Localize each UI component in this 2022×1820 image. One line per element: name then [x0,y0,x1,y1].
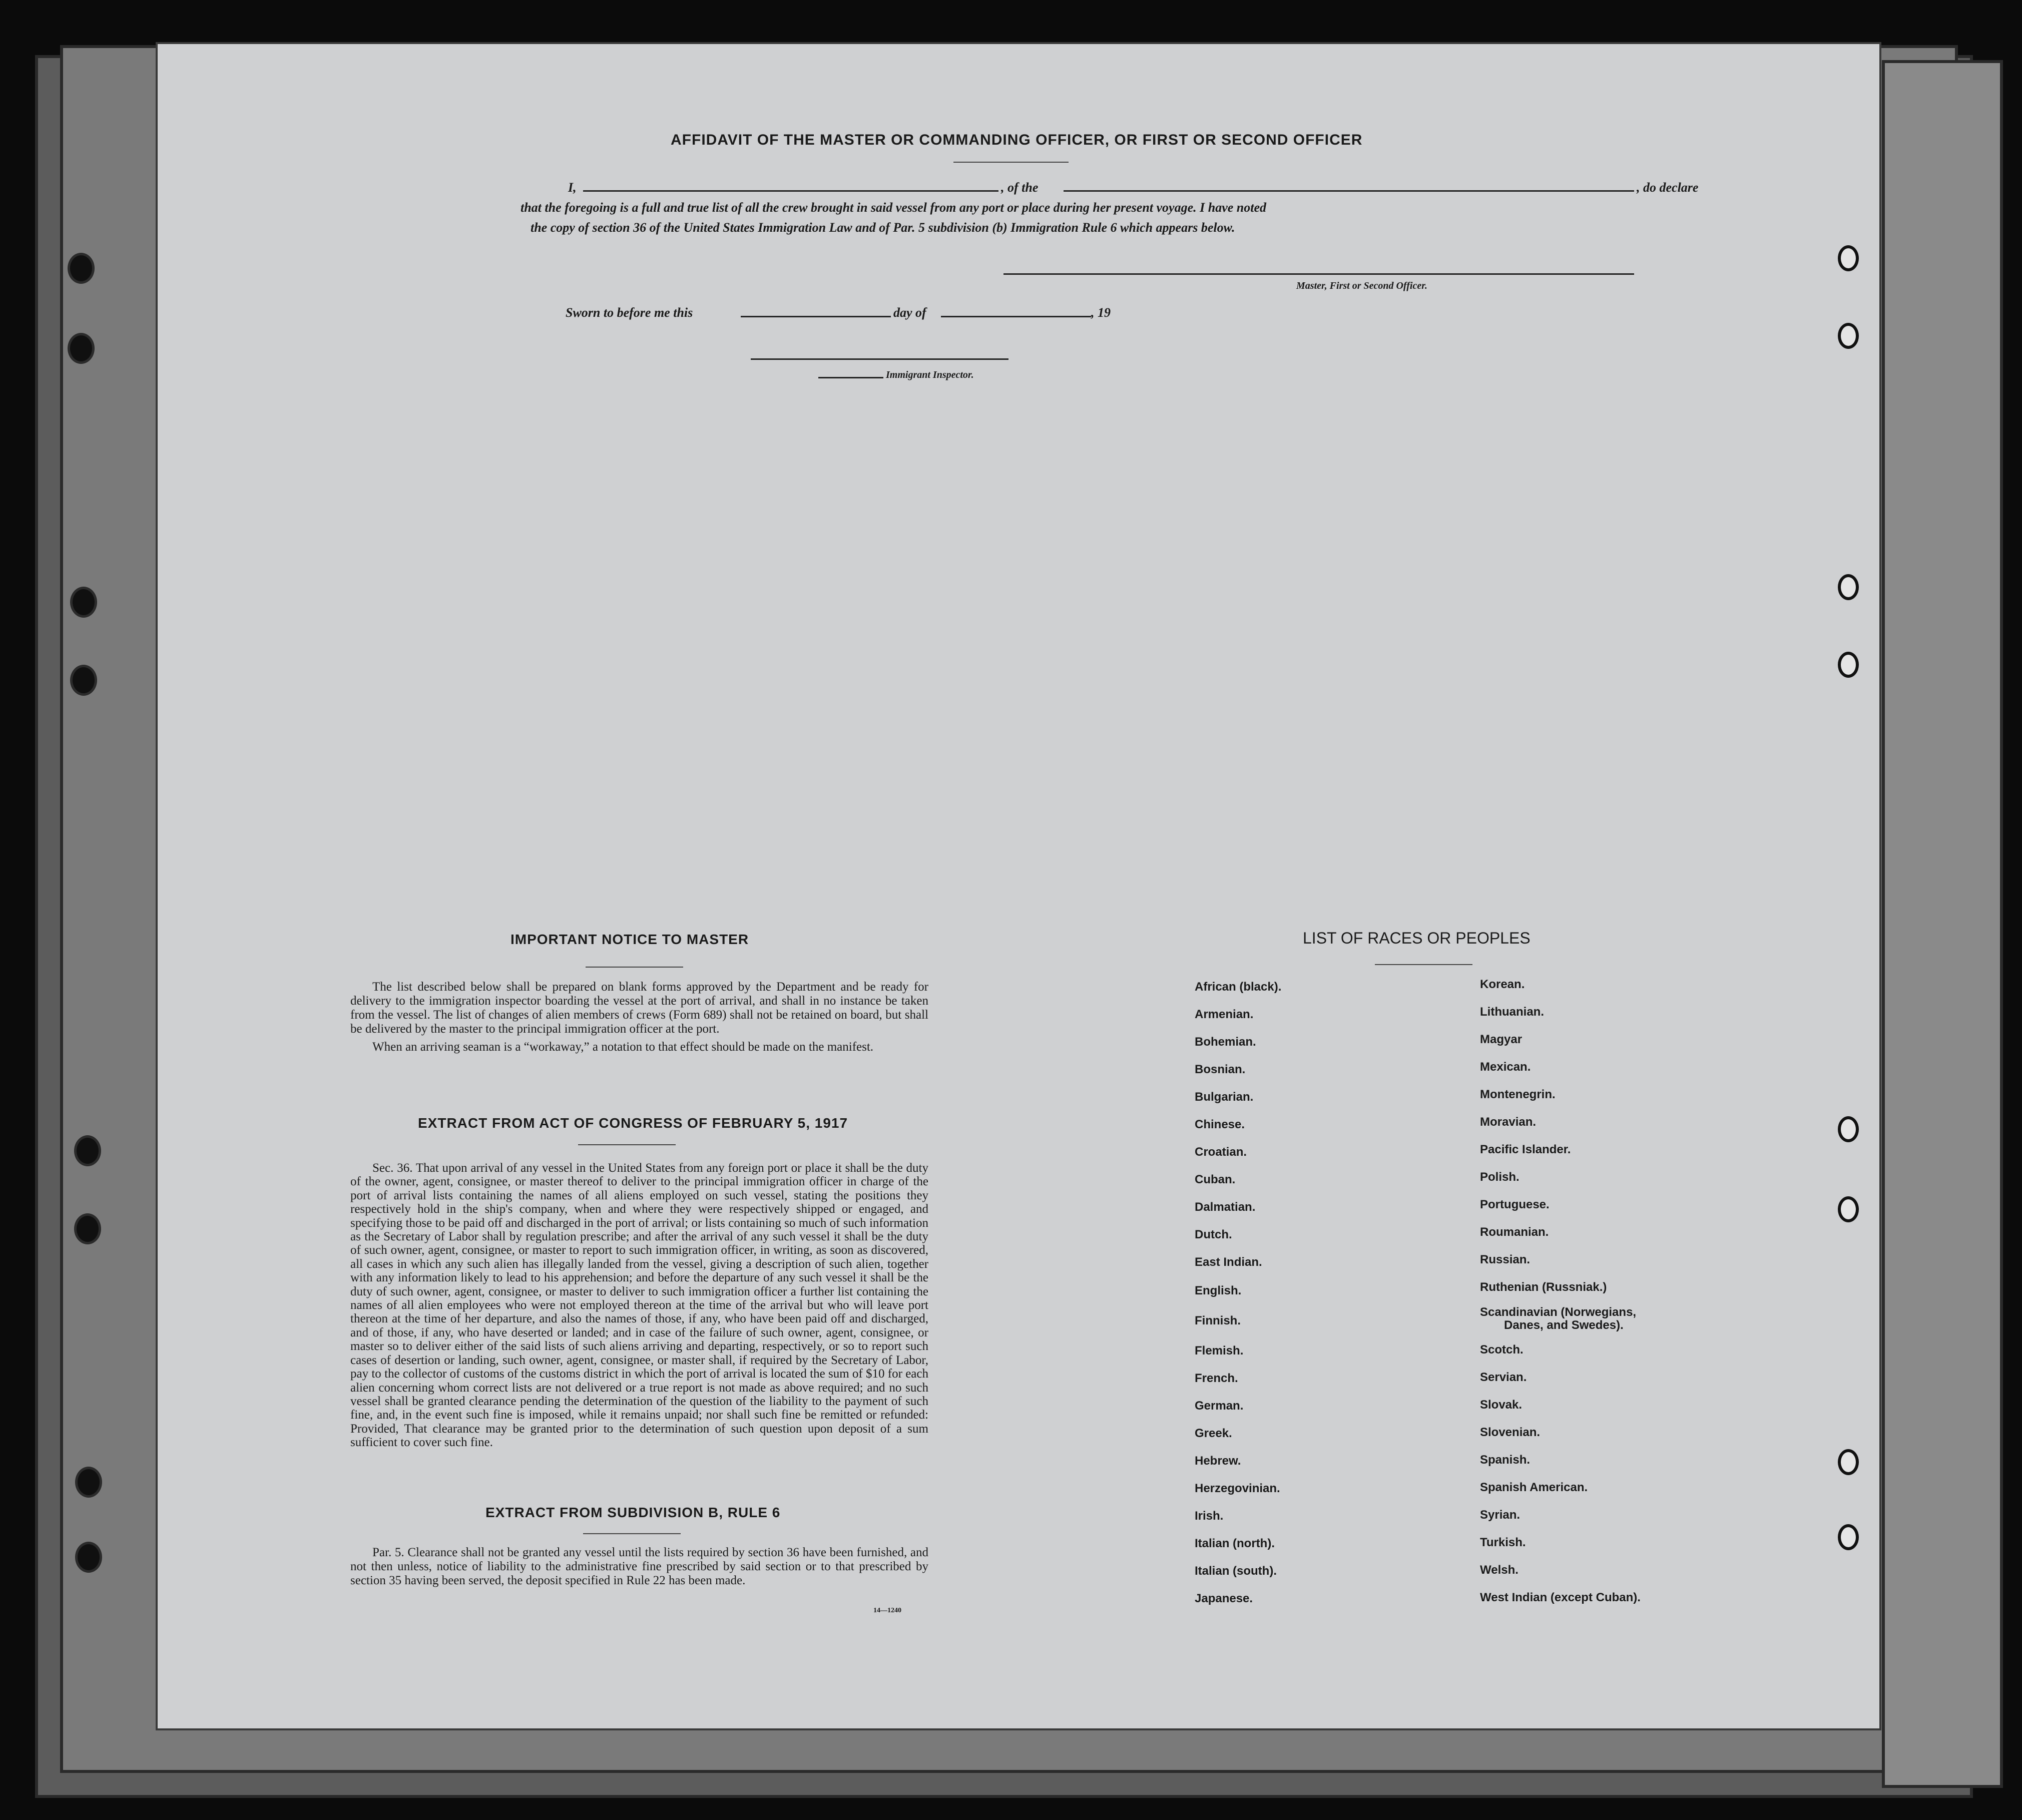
notice-para-1: The list described below shall be prepared on blank forms approved by the Department and be ready for delivery to the immigration inspector boarding the vessel at the port of arrival, and shall in no instance be taken from the vessel. The list of changes of alien members of crews (Form 689) shall not be retained on board, but shall be delivered by the master to the principal immigration officer at the port. [350,980,928,1036]
race-item: Dalmatian. [1195,1200,1256,1214]
race-item: Mexican. [1480,1060,1531,1074]
notice-title: IMPORTANT NOTICE TO MASTER [511,932,749,947]
affidavit-title: AFFIDAVIT OF THE MASTER OR COMMANDING OFFICER, OR FIRST OR SECOND OFFICER [671,132,1363,148]
race-item: Flemish. [1195,1344,1244,1357]
race-item: Herzegovinian. [1195,1482,1280,1495]
race-item: Pacific Islander. [1480,1143,1571,1156]
binder-hole [70,665,97,696]
act-extract-text: Sec. 36. That upon arrival of any vessel in the United States from any foreign port or place it shall be the duty of the owner, agent, consignee, or master thereof to deliver to the principal immigration officer in charge of the port of arrival lists containing the names of all aliens employed on such vessel, stating the positions they respectively hold in the ship's company, when and where they were respectively shipped or engaged, and specifying those to be paid off and discharged in the port of arrival; or lists containing so much of such information as the Secretary of Labor shall by regulation prescribe; and after the arrival of any such vessel it shall be the duty of such owner, agent, consignee, or master to report to such immigration officer, in writing, as soon as discovered, all cases in which any such alien has illegally landed from the vessel, giving a description of such alien, together with any information likely to lead to his apprehension; and before the departure of any such vessel it shall be the duty of such owner, agent, consignee, or master to deliver to such immigration officer a further list containing the names of all alien employees who were not employed thereon at the time of the arrival but who will leave port thereon at the time of her departure, and also the names of those, if any, who have been paid off and discharged, and of those, if any, who have deserted or landed; and in case of the failure of such owner, agent, consignee, or master so to deliver either of the said lists of such aliens arriving and departing, respectively, or so to report such cases of desertion or landing, such owner, agent, consignee, or master shall, if required by the Secretary of Labor, pay to the collector of customs of the customs district in which the port of arrival is located the sum of $10 for each alien concerning whom correct lists are not delivered or a true report is not made as above required; and no such vessel shall be granted clearance pending the determination of the question of the liability to the payment of such fine, and, in the event such fine is imposed, while it remains unpaid; nor shall such fine be remitted or refunded: Provided, That clearance may be granted prior to the determination of such question upon deposit of a sum sufficient to cover such fine. [350,1161,928,1450]
binder-hole [75,1542,102,1573]
race-item: Roumanian. [1480,1225,1549,1239]
race-item: Welsh. [1480,1563,1519,1577]
binder-hole [1838,245,1859,271]
notice-body [350,980,928,1058]
act-extract-body [350,1161,928,1454]
binder-hole [74,1135,101,1166]
race-item: West Indian (except Cuban). [1480,1591,1641,1604]
notice-para-2: When an arriving seaman is a “workaway,” a notation to that effect should be made on the manifest. [372,1040,874,1054]
race-item: Finnish. [1195,1314,1241,1327]
race-item: Polish. [1480,1170,1520,1184]
race-item: Bohemian. [1195,1035,1256,1049]
race-item: African (black). [1195,980,1282,994]
race-item: Armenian. [1195,1008,1254,1021]
race-item: Bosnian. [1195,1063,1246,1076]
vessel-blank [1064,190,1634,192]
races-title: LIST OF RACES OR PEOPLES [1303,929,1531,947]
sworn-prefix: Sworn to before me this [566,305,693,320]
binder-hole [68,253,95,284]
affidavit-declare: , do declare [1637,180,1699,195]
race-item: German. [1195,1399,1244,1413]
race-item: Danes, and Swedes). [1504,1318,1624,1332]
race-item: Spanish. [1480,1453,1531,1467]
race-item: English. [1195,1284,1242,1297]
binder-hole [74,1213,101,1244]
race-item: Korean. [1480,978,1525,991]
race-item: Croatian. [1195,1145,1247,1159]
binder-hole [1838,1449,1859,1475]
binder-hole [1838,574,1859,600]
sworn-year: , 19 [1091,305,1111,320]
act-divider [578,1144,676,1145]
race-item: Moravian. [1480,1115,1537,1129]
binder-hole [1838,323,1859,349]
rule-extract-text: Par. 5. Clearance shall not be granted any vessel until the lists required by section 36 have been furnished, and not then unless, notice of liability to the administrative fine prescribed by said section or to that prescribed by section 35 having been served, the deposit specified in Rule 22 has been made. [350,1546,928,1587]
affidavit-line3: the copy of section 36 of the United States Immigration Law and of Par. 5 subdivision (b) Immigration Rule 6 which appears below. [531,220,1235,235]
race-item: Montenegrin. [1480,1088,1556,1101]
notice-divider [586,967,683,968]
race-item: Bulgarian. [1195,1090,1254,1104]
race-item: East Indian. [1195,1255,1262,1269]
inspector-signature-line [751,358,1008,360]
affidavit-i: I, [568,180,577,195]
races-divider [1375,964,1472,965]
inspector-caption: Immigrant Inspector. [886,369,974,380]
sworn-day-of: day of [893,305,926,320]
race-item: Irish. [1195,1509,1224,1523]
race-item: Scotch. [1480,1343,1524,1356]
race-item: Servian. [1480,1371,1527,1384]
race-item: Syrian. [1480,1508,1521,1522]
document-page [158,44,1879,1728]
binder-hole [1838,1524,1859,1550]
rule-extract-title: EXTRACT FROM SUBDIVISION B, RULE 6 [485,1505,781,1520]
binder-hole [70,587,97,618]
race-item: Japanese. [1195,1592,1253,1605]
race-item: Russian. [1480,1253,1531,1266]
affidavit-of-the: , of the [1001,180,1039,195]
race-item: Hebrew. [1195,1454,1241,1468]
binder-hole [1838,652,1859,678]
affidavit-line2: that the foregoing is a full and true list of all the crew brought in said vessel from any port or place during her present voyage. I have noted [521,200,1267,215]
race-item: Slovak. [1480,1398,1523,1412]
race-item: Ruthenian (Russniak.) [1480,1280,1607,1294]
rule-extract-body [350,1546,928,1592]
act-extract-title: EXTRACT FROM ACT OF CONGRESS OF FEBRUARY 5, 1917 [418,1115,848,1131]
race-item: Slovenian. [1480,1426,1541,1439]
sworn-month-blank [941,316,1091,317]
right-page-edges [1882,60,2003,1788]
race-item: Italian (north). [1195,1537,1275,1550]
race-item: Lithuanian. [1480,1005,1544,1019]
race-item: Magyar [1480,1033,1523,1046]
form-number: 14—1240 [873,1607,901,1614]
race-item: Chinese. [1195,1118,1245,1131]
race-item: Cuban. [1195,1173,1236,1186]
race-item: Portuguese. [1480,1198,1550,1211]
rule-divider [583,1533,681,1534]
title-divider [953,162,1069,163]
master-signature-line [1003,273,1634,275]
race-item: Italian (south). [1195,1564,1277,1578]
race-item: Dutch. [1195,1228,1232,1241]
name-blank [583,190,998,192]
race-item: Turkish. [1480,1536,1526,1549]
sworn-day-blank [741,316,891,317]
race-item: French. [1195,1372,1238,1385]
race-item: Scandinavian (Norwegians, [1480,1305,1637,1319]
binder-hole [75,1467,102,1498]
binder-hole [1838,1116,1859,1142]
race-item: Spanish American. [1480,1481,1588,1494]
binder-hole [68,333,95,364]
binder-hole [1838,1196,1859,1222]
race-item: Greek. [1195,1427,1232,1440]
master-caption: Master, First or Second Officer. [1296,280,1427,291]
inspector-short-line [818,377,883,378]
